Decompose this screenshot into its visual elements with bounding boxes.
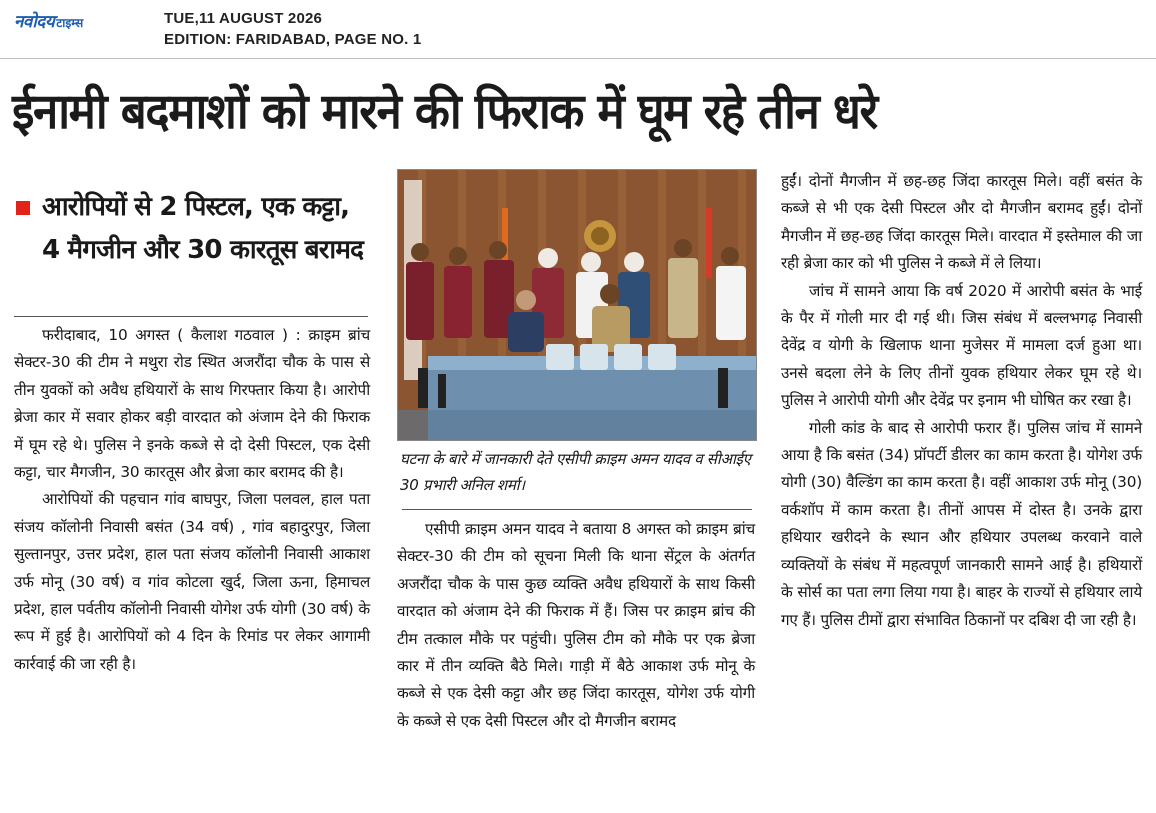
subhead-divider xyxy=(14,316,368,317)
paragraph: फरीदाबाद, 10 अगस्त ( कैलाश गठवाल ) : क्राइम ब्रांच सेक्टर-30 की टीम ने मथुरा रोड स्थित अजरौंदा चौक के पास से तीन युवकों को अवैध हथियारों के साथ गिरफ्तार किया है। आरोपी ब्रेजा कार में सवार होकर बड़ी वारदात को अंजाम देने की फिराक में घूम रहे थे। पुलिस ने इनके कब्जे से दो देसी पिस्टल, एक देसी कट्टा, चार मैगजीन, 30 कारतूस और ब्रेजा कार बरामद की है। xyxy=(14,326,370,482)
masthead-bar xyxy=(0,0,1156,59)
edition-info xyxy=(164,8,421,50)
paragraph: जांच में सामने आया कि वर्ष 2020 में आरोपी बसंत के भाई के पैर में गोली मार दी गई थी। जिस संबंध में बल्लभगढ़ निवासी देवेंद्र व योगी के खिलाफ थाना मुजेसर में मामला दर्ज हुआ था। उनसे बदला लेने के लिए तीनों युवक हथियार लेकर घूम रहे थे। पुलिस ने आरोपी योगी और देवेंद्र पर इनाम भी घोषित कर रखा है। xyxy=(781,281,1142,410)
caption-divider xyxy=(402,509,752,510)
subheadline-text: आरोपियों से 2 पिस्टल, एक कट्टा, 4 मैगजीन और 30 कारतूस बरामद xyxy=(42,192,364,265)
photo-illustration xyxy=(398,170,756,440)
press-conference-photo[interactable] xyxy=(397,169,757,441)
date-line: TUE,11 AUGUST 2026 xyxy=(164,10,323,27)
photo-caption: घटना के बारे में जानकारी देते एसीपी क्राइम अमन यादव व सीआईए 30 प्रभारी अनिल शर्मा। xyxy=(400,450,751,494)
logo-sub-text: टाइम्स xyxy=(56,16,84,30)
newspaper-logo[interactable] xyxy=(14,9,83,31)
paragraph: एसीपी क्राइम अमन यादव ने बताया 8 अगस्त को क्राइम ब्रांच सेक्टर-30 की टीम को सूचना मिली कि थाना सेंट्रल के अंतर्गत अजरौंदा चौक के पास कुछ व्यक्ति अवैध हथियारों के साथ किसी वारदात को अंजाम देने की फिराक में हैं। जिस पर क्राइम ब्रांच की टीम तत्काल मौके पर पहुंची। पुलिस टीम को मौके पर एक ब्रेजा कार में तीन व्यक्ति बैठे मिले। गाड़ी में बैठे आकाश उर्फ मोनू के कब्जे से एक देसी कट्टा और छह जिंदा कारतूस, योगेश उर्फ योगी के कब्जे से एक देसी पिस्टल और दो मैगजीन बरामद xyxy=(397,520,755,730)
paragraph: आरोपियों की पहचान गांव बाघपुर, जिला पलवल, हाल पता संजय कॉलोनी निवासी बसंत (34 वर्ष) , गांव बहादुरपुर, जिला सुल्तानपुर, उत्तर प्रदेश, हाल पता संजय कॉलोनी निवासी आकाश उर्फ मोनू (30 वर्ष) व गांव कोटला खुर्द, जिला ऊना, हिमाचल प्रदेश, हाल पर्वतीय कॉलोनी निवासी योगेश उर्फ योगी (30 वर्ष) के रूप में हुई है। आरोपियों को 4 दिन के रिमांड पर लेकर आगामी कार्रवाई की जा रही है। xyxy=(14,490,370,673)
paragraph: गोली कांड के बाद से आरोपी फरार हैं। पुलिस जांच में सामने आया है कि बसंत (34) प्रॉपर्टी डीलर का काम करता है। योगेश उर्फ योगी (30) वैल्डिंग का काम करता है। वहीं आकाश उर्फ मोनू (30) वर्कशॉप में काम करता है। तीनों आपस में दोस्त है। उनके द्वारा हथियार खरीदने के स्थान और हथियार उपलब्ध करवाने वाले व्यक्तियों के संबंध में महत्वपूर्ण जानकारी सामने आई है। हथियारों के सोर्स का पता लगा लिया गया है। बाहर के राज्यों से हथियार लाये गए हैं। पुलिस टीमों द्वारा संभावित ठिकानों पर दबिश दी जा रही है। xyxy=(781,418,1142,629)
article-column-1 xyxy=(14,322,370,678)
article-subheadline xyxy=(16,186,366,272)
article-column-2 xyxy=(397,516,755,735)
edition-line: EDITION: FARIDABAD, PAGE NO. 1 xyxy=(164,31,422,48)
article-headline: ईनामी बदमाशों को मारने की फिराक में घूम रहे तीन धरे xyxy=(12,83,877,140)
logo-main-text: नवोदय xyxy=(14,12,55,32)
paragraph: हुईं। दोनों मैगजीन में छह-छह जिंदा कारतूस मिले। वहीं बसंत के कब्जे से भी एक देसी पिस्टल और दो मैगजीन बरामद हुईं। दोनों मैगजीन में छह-छह जिंदा कारतूस मिले। वारदात में इस्तेमाल की जा रही ब्रेजा कार को भी पुलिस ने कब्जे में ले लिया। xyxy=(781,172,1142,273)
red-square-bullet-icon xyxy=(16,201,30,215)
article-column-3 xyxy=(781,168,1142,634)
